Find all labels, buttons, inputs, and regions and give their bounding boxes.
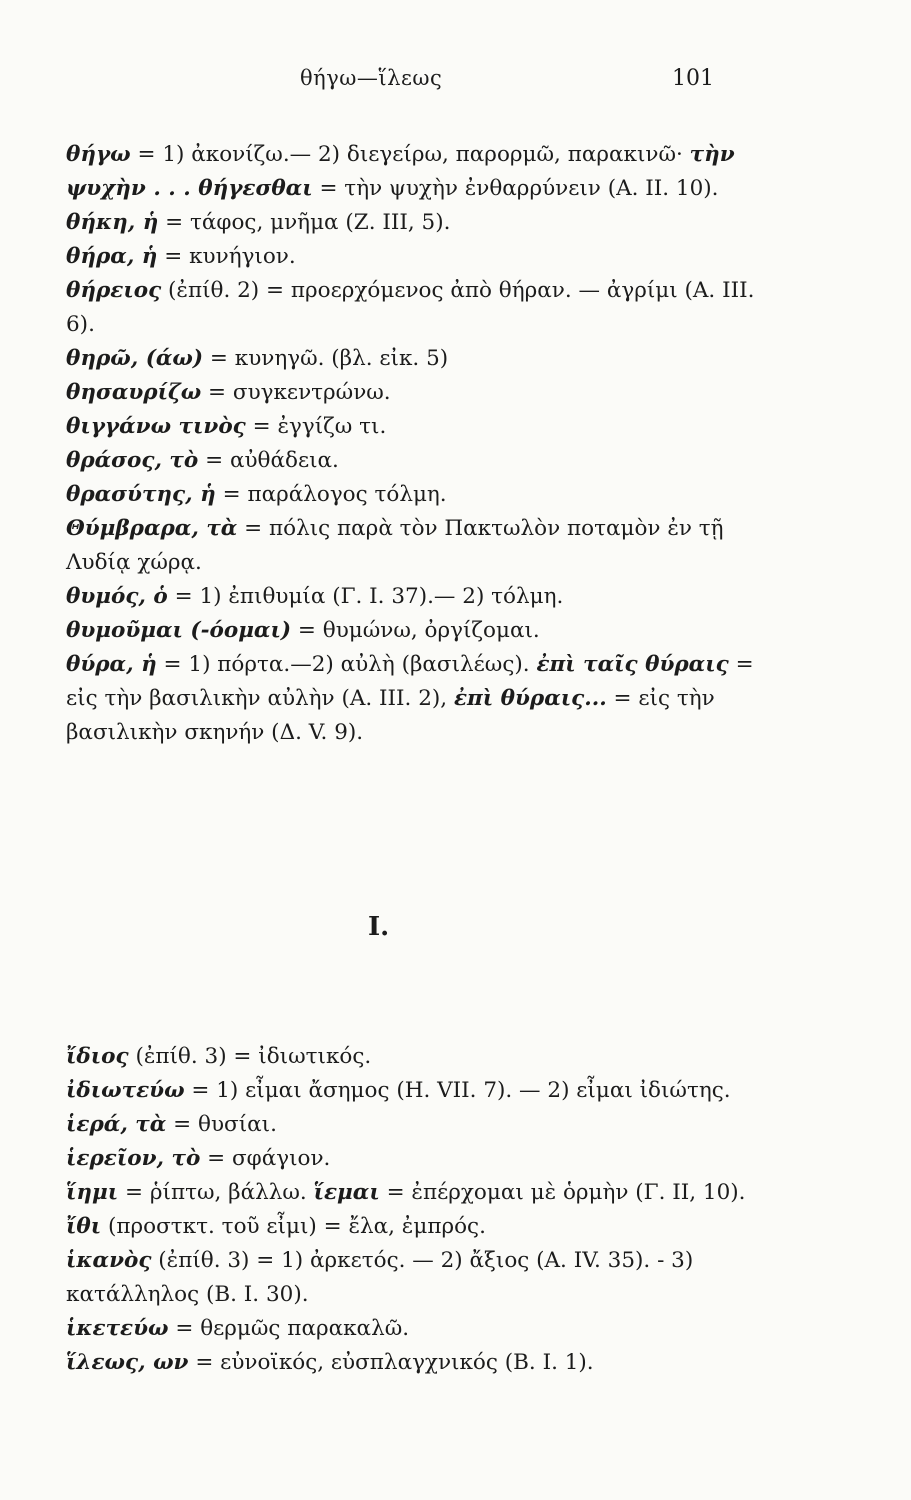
dictionary-entry: [66, 444, 766, 478]
dictionary-entry: [66, 1074, 766, 1108]
dictionary-entry: [66, 138, 766, 206]
dictionary-entry: [66, 1244, 766, 1312]
dictionary-entry: [66, 1210, 766, 1244]
dictionary-entry: [66, 478, 766, 512]
entries-theta: [66, 138, 766, 750]
entry-definition: = εὐνοϊκός, εὐσπλαγχνικός (Β. Ι. 1).: [195, 1350, 594, 1375]
entries-iota: [66, 1040, 766, 1380]
dictionary-entry: [66, 1040, 766, 1074]
entry-definition: = εἰς τὴν βασιλικὴν αὐλὴν (Α. ΙΙΙ. 2),: [66, 652, 754, 711]
dictionary-entry: [66, 1312, 766, 1346]
dictionary-entry: [66, 240, 766, 274]
entry-headword: ἱκανὸς: [66, 1248, 152, 1273]
dictionary-entry: [66, 580, 766, 614]
section-letter: Ι.: [368, 912, 390, 942]
entry-definition: = 1) ἐπιθυμία (Γ. Ι. 37).— 2) τόλμη.: [174, 584, 564, 609]
dictionary-entry: [66, 1176, 766, 1210]
entry-definition: = εἰς τὴν βασιλικὴν σκηνήν (Δ. V. 9).: [66, 686, 715, 745]
dictionary-entry: [66, 1346, 766, 1380]
entry-definition: = 1) ἀκονίζω.— 2) διεγείρω, παρορμῶ, παρακινῶ·: [137, 142, 690, 167]
entry-headword: ἱερά, τὰ: [66, 1112, 167, 1137]
entry-headword: θήρα, ἡ: [66, 244, 158, 269]
entry-headword: θήκη, ἡ: [66, 210, 159, 235]
entry-headword: θησαυρίζω: [66, 380, 202, 405]
running-head: θήγω—ἵλεως: [300, 66, 443, 90]
entry-definition: = τάφος, μνῆμα (Ζ. ΙΙΙ, 5).: [165, 210, 451, 235]
dictionary-entry: [66, 512, 766, 580]
entry-phrase: ἵεμαι: [313, 1180, 380, 1205]
entry-phrase: τὴν ψυχὴν . . . θήγεσθαι: [66, 142, 735, 201]
dictionary-entry: [66, 648, 766, 750]
entry-definition: (ἐπίθ. 2) = προερχόμενος ἀπὸ θήραν. — ἀγρίμι (Α. ΙΙΙ. 6).: [66, 278, 755, 337]
entry-definition: (προστκτ. τοῦ εἶμι) = ἔλα, ἐμπρός.: [108, 1214, 486, 1239]
entry-definition: = αὐθάδεια.: [205, 448, 339, 473]
entry-definition: = κυνήγιον.: [164, 244, 296, 269]
entry-headword: θρασύτης, ἡ: [66, 482, 216, 507]
entry-definition: (ἐπίθ. 3) = 1) ἀρκετός. — 2) ἄξιος (Α. IV. 35). - 3) κατάλληλος (Β. Ι. 30).: [66, 1248, 694, 1307]
entry-phrase: ἐπὶ ταῖς θύραις: [536, 652, 729, 677]
dictionary-entry: [66, 206, 766, 240]
entry-headword: ἵλεως, ων: [66, 1350, 189, 1375]
dictionary-entry: [66, 376, 766, 410]
entry-definition: = θυσίαι.: [173, 1112, 277, 1137]
entry-headword: θυμοῦμαι (-όομαι): [66, 618, 292, 643]
entry-definition: (ἐπίθ. 3) = ἰδιωτικός.: [135, 1044, 372, 1069]
entry-definition: = παράλογος τόλμη.: [222, 482, 447, 507]
dictionary-entry: [66, 274, 766, 342]
dictionary-entry: [66, 1142, 766, 1176]
entry-headword: θήγω: [66, 142, 131, 167]
entry-headword: ἱκετεύω: [66, 1316, 169, 1341]
entry-definition: = ῥίπτω, βάλλω.: [125, 1180, 314, 1205]
entry-definition: = θερμῶς παρακαλῶ.: [175, 1316, 410, 1341]
entry-definition: = κυνηγῶ. (βλ. εἰκ. 5): [209, 346, 449, 371]
dictionary-entry: [66, 1108, 766, 1142]
entry-headword: θηρῶ, (άω): [66, 346, 204, 371]
entry-headword: ἰδιωτεύω: [66, 1078, 185, 1103]
entry-definition: = ἐγγίζω τι.: [252, 414, 387, 439]
entry-definition: = 1) εἶμαι ἄσημος (Η. VII. 7). — 2) εἶμαι ἰδιώτης.: [191, 1078, 731, 1103]
dictionary-entry: [66, 614, 766, 648]
entry-definition: = πόλις παρὰ τὸν Πακτωλὸν ποταμὸν ἐν τῇ Λυδίᾳ χώρᾳ.: [66, 516, 724, 575]
entry-headword: θυμός, ὁ: [66, 584, 168, 609]
entry-definition: = 1) πόρτα.—2) αὐλὴ (βασιλέως).: [163, 652, 537, 677]
entry-headword: θιγγάνω τινὸς: [66, 414, 246, 439]
entry-headword: θύρα, ἡ: [66, 652, 157, 677]
page-number: 101: [672, 66, 714, 91]
entry-definition: = σφάγιον.: [207, 1146, 331, 1171]
entry-headword: ἴθι: [66, 1214, 102, 1239]
entry-headword: ἴδιος: [66, 1044, 129, 1069]
entry-headword: θήρειος: [66, 278, 162, 303]
entry-definition: = θυμώνω, ὀργίζομαι.: [297, 618, 540, 643]
entry-headword: Θύμβραρα, τὰ: [66, 516, 238, 541]
entry-phrase: ἐπὶ θύραις...: [453, 686, 607, 711]
entry-definition: = ἐπέρχομαι μὲ ὁρμὴν (Γ. ΙΙ, 10).: [379, 1180, 746, 1205]
dictionary-entry: [66, 342, 766, 376]
entry-headword: ἱερεῖον, τὸ: [66, 1146, 201, 1171]
dictionary-entry: [66, 410, 766, 444]
entry-definition: = τὴν ψυχὴν ἐνθαρρύνειν (Α. ΙΙ. 10).: [312, 176, 719, 201]
entry-definition: = συγκεντρώνω.: [208, 380, 391, 405]
entry-headword: θράσος, τὸ: [66, 448, 199, 473]
entry-headword: ἵημι: [66, 1180, 119, 1205]
